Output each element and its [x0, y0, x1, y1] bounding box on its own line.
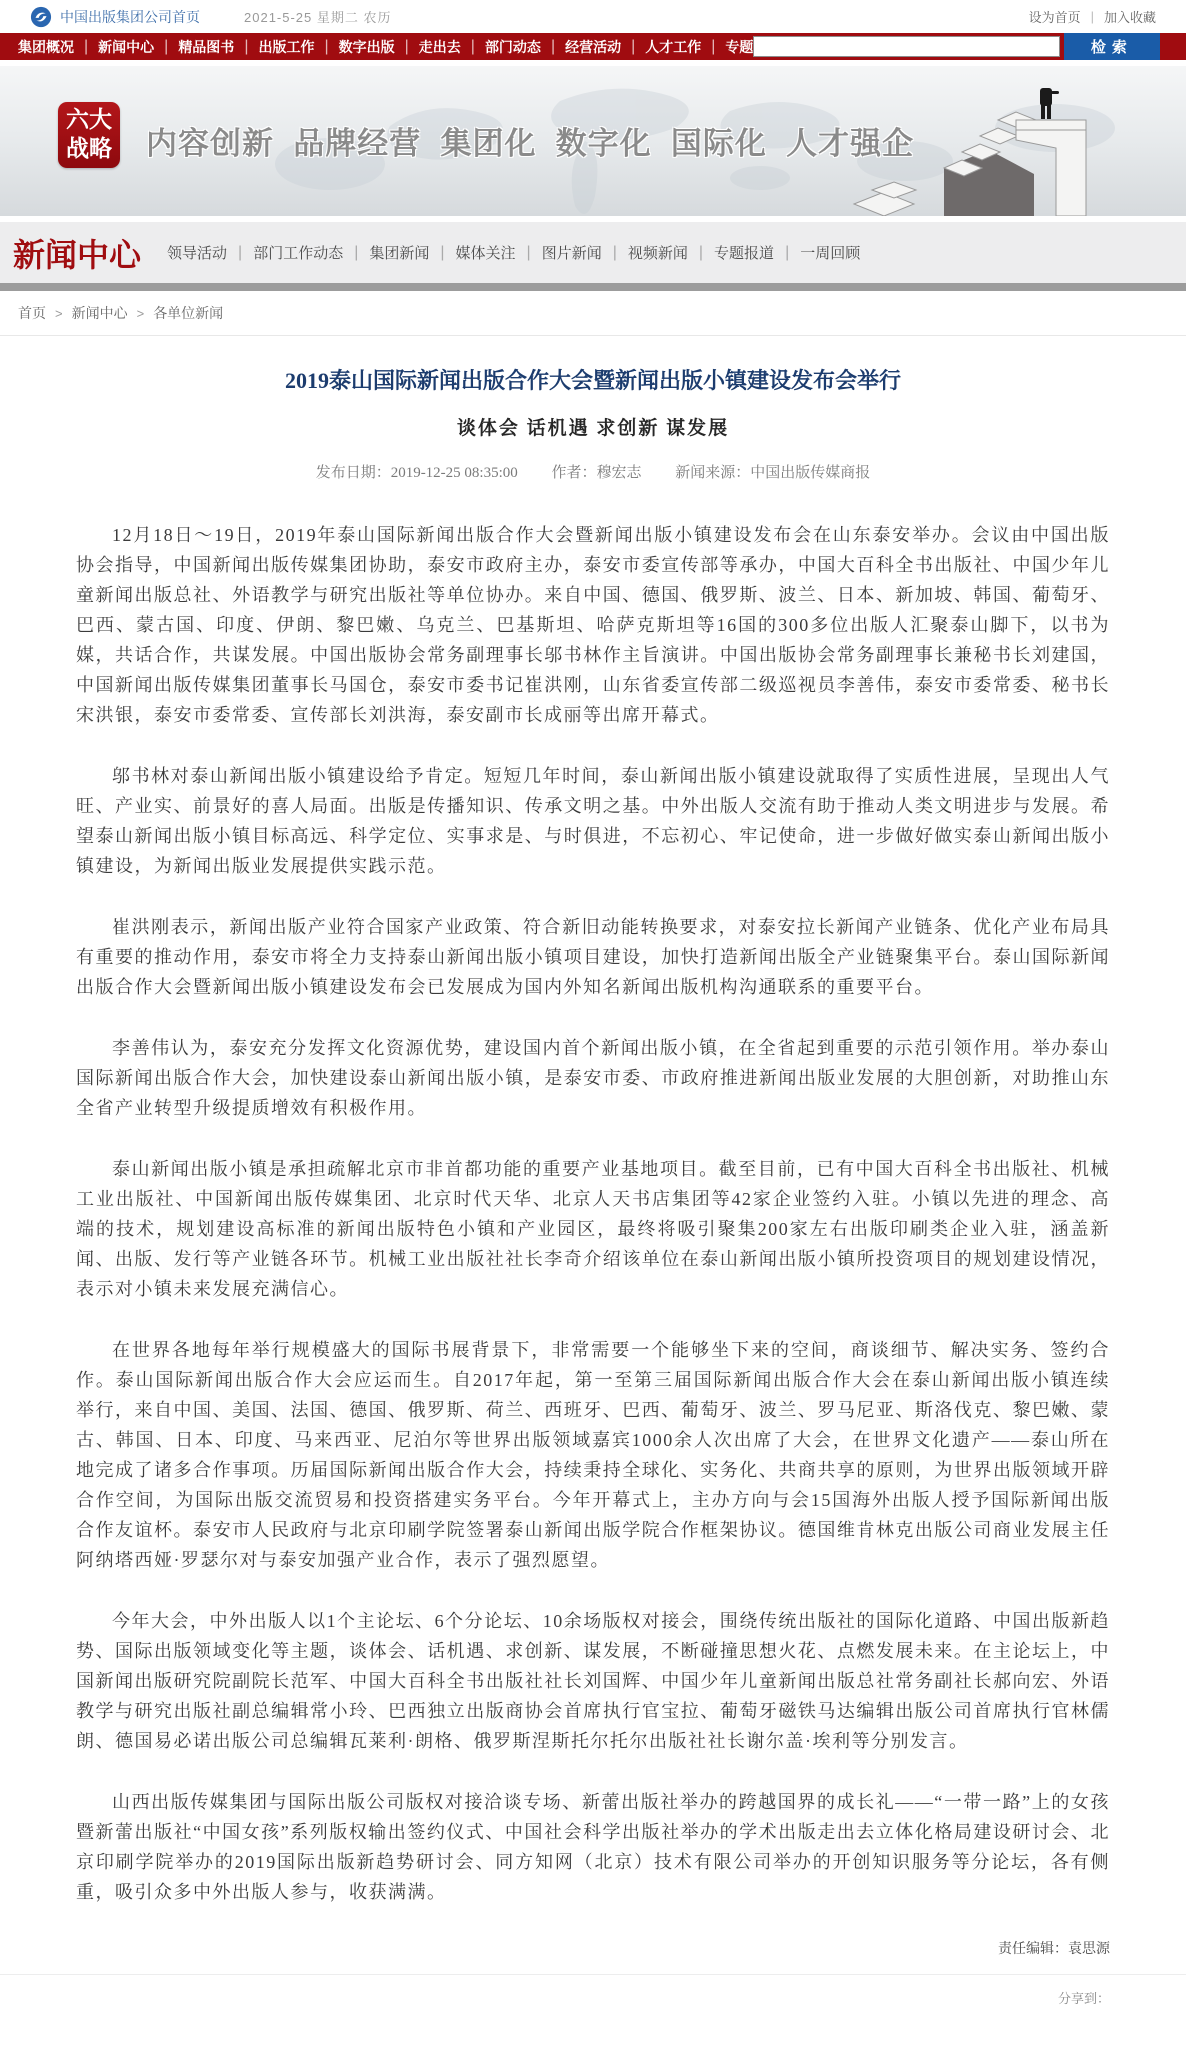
article-subtitle: 谈体会 话机遇 求创新 谋发展	[456, 418, 730, 439]
author: 作者：穆宏志	[551, 465, 642, 481]
separator: |	[698, 243, 704, 261]
strategy-banner	[0, 66, 1186, 216]
badge-line-1: 六大	[66, 106, 112, 132]
main-nav	[0, 33, 1186, 60]
search-input[interactable]	[753, 36, 1059, 57]
news-source: 新闻来源：中国出版传媒商报	[675, 465, 871, 481]
mainnav-item-6[interactable]: 部门动态	[484, 38, 541, 55]
section-title: 新闻中心	[13, 236, 142, 273]
separator: |	[440, 243, 445, 261]
section-nav-item-7[interactable]: 一周回顾	[800, 245, 861, 262]
breadcrumb-item-1[interactable]: 新闻中心	[71, 305, 128, 321]
section-nav-item-1[interactable]: 部门工作动态	[253, 245, 344, 262]
mainnav-item-0[interactable]: 集团概况	[18, 38, 74, 55]
separator: |	[1090, 9, 1094, 24]
site-logo-icon	[30, 6, 52, 28]
separator: |	[164, 37, 169, 55]
article-body	[76, 520, 1110, 1907]
editor-line: 责任编辑：袁思源	[998, 1942, 1110, 1957]
article-paragraph-0: 12月18日～19日，2019年泰山国际新闻出版合作大会暨新闻出版小镇建设发布会在山东泰安举办。会议由中国出版协会指导，中国新闻出版传媒集团协助，泰安市政府主办，泰安市委宣传部等承办，中国大百科全书出版社、中国少年儿童新闻出版总社、外语教学与研究出版社等单位协办。来自中国、德国、俄罗斯、波兰、日本、新加坡、韩国、葡萄牙、巴西、蒙古国、印度、伊朗、黎巴嫩、乌克兰、巴基斯坦、哈萨克斯坦等16国的300多位出版人汇聚泰山脚下，以书为媒，共话合作，共谋发展。中国出版协会常务副理事长邬书林作主旨演讲。中国出版协会常务副理事长兼秘书长刘建国，中国新闻出版传媒集团董事长马国仓，泰安市委书记崔洪刚，山东省委宣传部二级巡视员李善伟，泰安市委常委、秘书长宋洪银，泰安市委常委、宣传部长刘洪海，泰安副市长成丽等出席开幕式。	[76, 525, 1110, 725]
article-paragraph-2: 崔洪刚表示，新闻出版产业符合国家产业政策、符合新旧动能转换要求，对泰安拉长新闻产业链条、优化产业布局具有重要的推动作用，泰安市将全力支持泰山新闻出版小镇项目建设，加快打造新闻出版全产业链聚集平台。泰山国际新闻出版合作大会暨新闻出版小镇建设发布会已发展成为国内外知名新闻出版机构沟通联系的重要平台。	[76, 917, 1110, 997]
publish-date: 发布日期：2019-12-25 08:35:00	[315, 465, 518, 481]
article-title: 2019泰山国际新闻出版合作大会暨新闻出版小镇建设发布会举行	[284, 368, 901, 393]
separator: |	[612, 243, 617, 261]
section-nav	[167, 242, 860, 263]
article-paragraph-6: 今年大会，中外出版人以1个主论坛、6个分论坛、10余场版权对接会，围绕传统出版社的国际化道路、中国出版新趋势、国际出版领域变化等主题，谈体会、话机遇、求创新、谋发展，不断碰撞思想火花、点燃发展未来。在主论坛上，中国新闻出版研究院副院长范军、中国大百科全书出版社社长刘国辉、中国少年儿童新闻出版总社常务副社长郝向宏、外语教学与研究出版社副总编辑常小玲、巴西独立出版商协会首席执行官宝拉、葡萄牙磁铁马达编辑出版公司首席执行官林儒朗、德国易必诺出版公司总编辑瓦莱利·朗格、俄罗斯涅斯托尔托尔出版社社长谢尔盖·埃利等分别发言。	[76, 1611, 1110, 1751]
six-strategies-badge	[58, 102, 120, 168]
section-nav-item-4[interactable]: 图片新闻	[541, 245, 602, 262]
date-text: 2021-5-25 星期二 农历	[244, 10, 392, 25]
separator: |	[238, 243, 243, 261]
article-paragraph-3: 李善伟认为，泰安充分发挥文化资源优势，建设国内首个新闻出版小镇，在全省起到重要的示范引领作用。举办泰山国际新闻出版合作大会，加快建设泰山新闻出版小镇，是泰安市委、市政府推进新闻出版业发展的大胆创新，对助推山东全省产业转型升级提质增效有积极作用。	[76, 1038, 1110, 1118]
separator: |	[470, 37, 475, 55]
news-center-band	[0, 222, 1186, 283]
article-paragraph-5: 在世界各地每年举行规模盛大的国际书展背景下，非常需要一个能够坐下来的空间，商谈细节、解决实务、签约合作。泰山国际新闻出版合作大会应运而生。自2017年起，第一至第三届国际新闻出版合作大会在泰山新闻出版小镇连续举行，来自中国、美国、法国、德国、俄罗斯、荷兰、西班牙、巴西、葡萄牙、波兰、罗马尼亚、斯洛伐克、黎巴嫩、蒙古、韩国、日本、印度、马来西亚、尼泊尔等世界出版领域嘉宾1000余人次出席了大会，在世界文化遗产——泰山所在地完成了诸多合作事项。历届国际新闻出版合作大会，持续秉持全球化、实务化、共商共享的原则，为世界出版领域开辟合作空间，为国际出版交流贸易和投资搭建实务平台。今年开幕式上，主办方向与会15国海外出版人授予国际新闻出版合作友谊杯。泰安市人民政府与北京印刷学院签署泰山新闻出版学院合作框架协议。德国维肯林克出版公司商业发展主任阿纳塔西娅·罗瑟尔对与泰安加强产业合作，表示了强烈愿望。	[76, 1340, 1110, 1570]
separator: >	[55, 305, 63, 321]
mainnav-item-7[interactable]: 经营活动	[565, 38, 622, 55]
mainnav-item-8[interactable]: 人才工作	[645, 38, 702, 55]
section-nav-item-2[interactable]: 集团新闻	[369, 245, 430, 262]
mainnav-item-9[interactable]: 专题	[725, 38, 754, 55]
article-paragraph-7: 山西出版传媒集团与国际出版公司版权对接洽谈专场、新蕾出版社举办的跨越国界的成长礼——“一带一路”上的女孩暨新蕾出版社“中国女孩”系列版权输出签约仪式、中国社会科学出版社举办的学术出版走出去立体化格局建设研讨会、北京印刷学院举办的2019国际出版新趋势研讨会、同方知网（北京）技术有限公司举办的开创知识服务等分论坛，各有侧重，吸引众多中外出版人参与，收获满满。	[76, 1792, 1110, 1902]
separator: >	[136, 305, 145, 321]
breadcrumb	[0, 291, 1186, 336]
share-line[interactable]: 分享到：	[0, 1974, 1186, 2019]
breadcrumb-item-2[interactable]: 各单位新闻	[153, 305, 224, 321]
separator: |	[244, 37, 249, 55]
search-button[interactable]: 检索	[1064, 33, 1160, 60]
separator: |	[324, 37, 329, 55]
topbar-link-0[interactable]: 设为首页	[1028, 10, 1081, 25]
mainnav-item-2[interactable]: 精品图书	[178, 38, 235, 55]
stairs-graphic	[824, 88, 1114, 216]
separator: |	[354, 243, 359, 261]
mainnav-item-3[interactable]: 出版工作	[258, 38, 315, 55]
section-nav-item-0[interactable]: 领导活动	[167, 245, 228, 262]
section-nav-item-5[interactable]: 视频新闻	[627, 245, 688, 262]
separator: |	[404, 37, 409, 55]
separator: |	[526, 243, 531, 261]
article-meta	[76, 461, 1110, 482]
site-home-link[interactable]: 中国出版集团公司首页	[60, 8, 200, 25]
separator: |	[785, 243, 790, 261]
topbar-link-1[interactable]: 加入收藏	[1103, 10, 1156, 25]
section-nav-item-6[interactable]: 专题报道	[714, 245, 775, 262]
badge-line-2: 战略	[66, 135, 112, 161]
mainnav-item-1[interactable]: 新闻中心	[98, 38, 155, 55]
banner-slogan: 内容创新 品牌经营 集团化 数字化 国际化 人才强企	[146, 126, 915, 161]
section-nav-item-3[interactable]: 媒体关注	[455, 245, 516, 262]
separator: |	[84, 37, 89, 55]
mainnav-item-4[interactable]: 数字出版	[338, 38, 395, 55]
article-paragraph-1: 邬书林对泰山新闻出版小镇建设给予肯定。短短几年时间，泰山新闻出版小镇建设就取得了实质性进展，呈现出人气旺、产业实、前景好的喜人局面。出版是传播知识、传承文明之基。中外出版人交流有助于推动人类文明进步与发展。希望泰山新闻出版小镇目标高远、科学定位、实事求是、与时俱进，不忘初心、牢记使命，进一步做好做实泰山新闻出版小镇建设，为新闻出版业发展提供实践示范。	[76, 766, 1110, 876]
top-bar	[0, 0, 1186, 33]
mainnav-item-5[interactable]: 走出去	[418, 38, 461, 55]
section-divider-bar	[0, 283, 1186, 291]
main-nav-links	[18, 37, 753, 57]
separator: |	[631, 37, 636, 55]
separator: |	[550, 37, 556, 55]
breadcrumb-item-0[interactable]: 首页	[18, 305, 46, 321]
topbar-quick-links	[1029, 7, 1156, 26]
article	[0, 336, 1186, 1907]
article-paragraph-4: 泰山新闻出版小镇是承担疏解北京市非首都功能的重要产业基地项目。截至目前，已有中国大百科全书出版社、机械工业出版社、中国新闻出版传媒集团、北京时代天华、北京人天书店集团等42家企业签约入驻。小镇以先进的理念、高端的技术，规划建设高标准的新闻出版特色小镇和产业园区，最终将吸引聚集200家左右出版印刷类企业入驻，涵盖新闻、出版、发行等产业链各环节。机械工业出版社社长李奇介绍该单位在泰山新闻出版小镇所投资项目的规划建设情况，表示对小镇未来发展充满信心。	[76, 1159, 1110, 1299]
separator: |	[711, 37, 716, 55]
